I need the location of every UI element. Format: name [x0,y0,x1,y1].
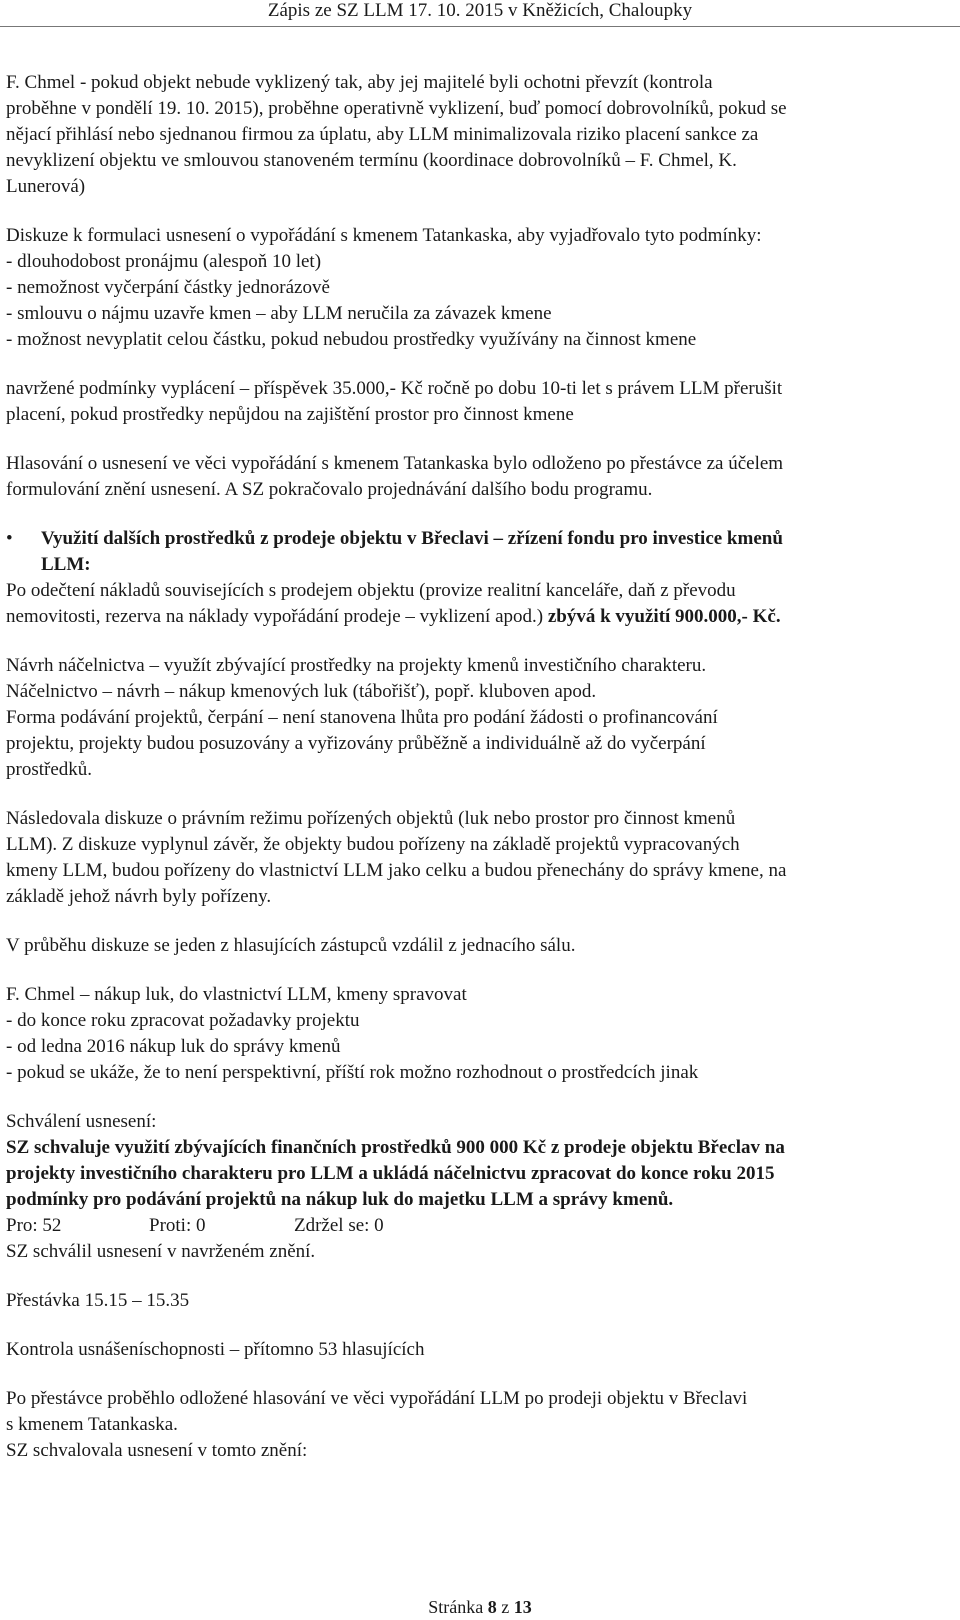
document-body [6,70,954,1464]
paragraph-chmel-clearance [6,70,954,200]
paragraph-tatankaska-conditions [6,223,954,353]
list-item: - od ledna 2016 nákup luk do správy kmenů [6,1036,341,1057]
text-line: Kontrola usnášeníschopnosti – přítomno 53 hlasujících [6,1339,425,1360]
text-line: nevyklizení objektu ve smlouvou stanoveném termínu (koordinace dobrovolníků – F. Chmel, K. [6,150,737,171]
paragraph-remaining-funds [6,578,954,630]
paragraph-leadership-proposal [6,653,954,783]
paragraph-proposed-payment [6,376,954,428]
text-line: Lunerová) [6,176,86,197]
text-line: formulování znění usnesení. A SZ pokračovalo projednávání dalšího bodu programu. [6,479,653,500]
list-item: - dlouhodobost pronájmu (alespoň 10 let) [6,251,322,272]
text-line: F. Chmel – nákup luk, do vlastnictví LLM, kmeny spravovat [6,984,467,1005]
bullet-icon: • [6,528,13,549]
text-line: Forma podávání projektů, čerpání – není stanovena lhůta pro podání žádosti o profinancování [6,707,718,728]
text-line: navržené podmínky vyplácení – příspěvek 35.000,- Kč ročně po dobu 10-ti let s právem LLM přerušit [6,378,783,399]
text-line: placení, pokud prostředky nepůjdou na zajištění prostor pro činnost kmene [6,404,574,425]
paragraph-quorum-check [6,1337,954,1363]
paragraph-representative-left [6,933,954,959]
text-line: Návrh náčelnictva – využít zbývající prostředky na projekty kmenů investičního charakteru. [6,655,707,676]
text-line: Přestávka 15.15 – 15.35 [6,1290,190,1311]
page-header [0,0,960,22]
paragraph-chmel-purchase [6,982,954,1086]
footer-middle: z [496,1597,514,1617]
text-line: Náčelnictvo – návrh – nákup kmenových luk (tábořišť), popř. kluboven apod. [6,681,597,702]
list-item: - nemožnost vyčerpání částky jednorázově [6,277,330,298]
text-line: V průběhu diskuze se jeden z hlasujících zástupců vzdálil z jednacího sálu. [6,935,576,956]
text-line: projektu, projekty budou posuzovány a vyřizovány průběžně a individuálně až do vyčerpání [6,733,706,754]
resolution-block [6,1109,954,1265]
footer-page-total: 13 [513,1597,532,1617]
list-item: - smlouvu o nájmu uzavře kmen – aby LLM neručila za závazek kmene [6,303,552,324]
text-line: s kmenem Tatankaska. [6,1414,178,1435]
text-line: F. Chmel - pokud objekt nebude vyklizený tak, aby jej majitelé byli ochotni převzít (kontrola [6,72,713,93]
agenda-heading: Využití dalších prostředků z prodeje objektu v Břeclavi – zřízení fondu pro investice kmenů [41,528,783,549]
vote-counts [6,1213,954,1239]
text-line [6,604,954,630]
text-line: Po odečtení nákladů souvisejících s prodejem objektu (provize realitní kanceláře, daň z převodu [6,580,736,601]
text-segment: nemovitosti, rezerva na náklady vypořádání prodeje – vyklizení apod.) [6,606,544,627]
resolution-text: podmínky pro podávání projektů na nákup luk do majetku LLM a správy kmenů. [6,1189,674,1210]
paragraph-break [6,1288,954,1314]
text-line: kmeny LLM, budou pořízeny do vlastnictví LLM jako celku a budou přenechány do správy kmene, na [6,860,787,881]
header-title: Zápis ze SZ LLM 17. 10. 2015 v Kněžicích, Chaloupky [267,0,693,21]
header-rule [0,26,960,27]
vote-proti: Proti: 0 [149,1215,206,1236]
text-line: prostředků. [6,759,93,780]
text-line: SZ schvalovala usnesení v tomto znění: [6,1440,308,1461]
vote-abstain: Zdržel se: 0 [294,1215,384,1236]
text-line: základě jehož návrh byly pořízeny. [6,886,272,907]
page-footer [0,1596,960,1618]
text-line: nějací přihlásí nebo sjednanou firmou za úplatu, aby LLM minimalizovala riziko placení sankce za [6,124,759,145]
resolution-text: SZ schvaluje využití zbývajících finančních prostředků 900 000 Kč z prodeje objektu Břeclav na [6,1137,785,1158]
paragraph-after-break [6,1386,954,1464]
text-line: proběhne v pondělí 19. 10. 2015), proběhne operativně vyklizení, buď pomocí dobrovolníků, pokud se [6,98,787,119]
agenda-heading: LLM: [41,554,91,575]
resolution-label: Schválení usnesení: [6,1111,157,1132]
text-line: LLM). Z diskuze vyplynul závěr, že objekty budou pořízeny na základě projektů vypracovaných [6,834,740,855]
resolution-result: SZ schválil usnesení v navrženém znění. [6,1241,316,1262]
paragraph-vote-postponed [6,451,954,503]
text-line: Následovala diskuze o právním režimu pořízených objektů (luk nebo prostor pro činnost kmenů [6,808,736,829]
vote-pro: Pro: 52 [6,1215,62,1236]
text-line: Hlasování o usnesení ve věci vypořádání s kmenem Tatankaska bylo odloženo po přestávce za účelem [6,453,784,474]
agenda-bullet-fund [6,526,954,578]
amount-highlight: zbývá k využití 900.000,- Kč. [547,606,781,627]
list-item: - do konce roku zpracovat požadavky projektu [6,1010,360,1031]
footer-prefix: Stránka [428,1597,488,1617]
text-line: Diskuze k formulaci usnesení o vypořádání s kmenem Tatankaska, aby vyjadřovalo tyto podmínky: [6,225,762,246]
list-item: - možnost nevyplatit celou částku, pokud nebudou prostředky využívány na činnost kmene [6,329,697,350]
list-item: - pokud se ukáže, že to není perspektivní, příští rok možno rozhodnout o prostředcích jinak [6,1062,699,1083]
text-line: Po přestávce proběhlo odložené hlasování ve věci vypořádání LLM po prodeji objektu v Břeclavi [6,1388,748,1409]
footer-page-number: 8 [487,1597,497,1617]
paragraph-legal-regime [6,806,954,910]
resolution-text: projekty investičního charakteru pro LLM a ukládá náčelnictvu zpracovat do konce roku 2015 [6,1163,775,1184]
